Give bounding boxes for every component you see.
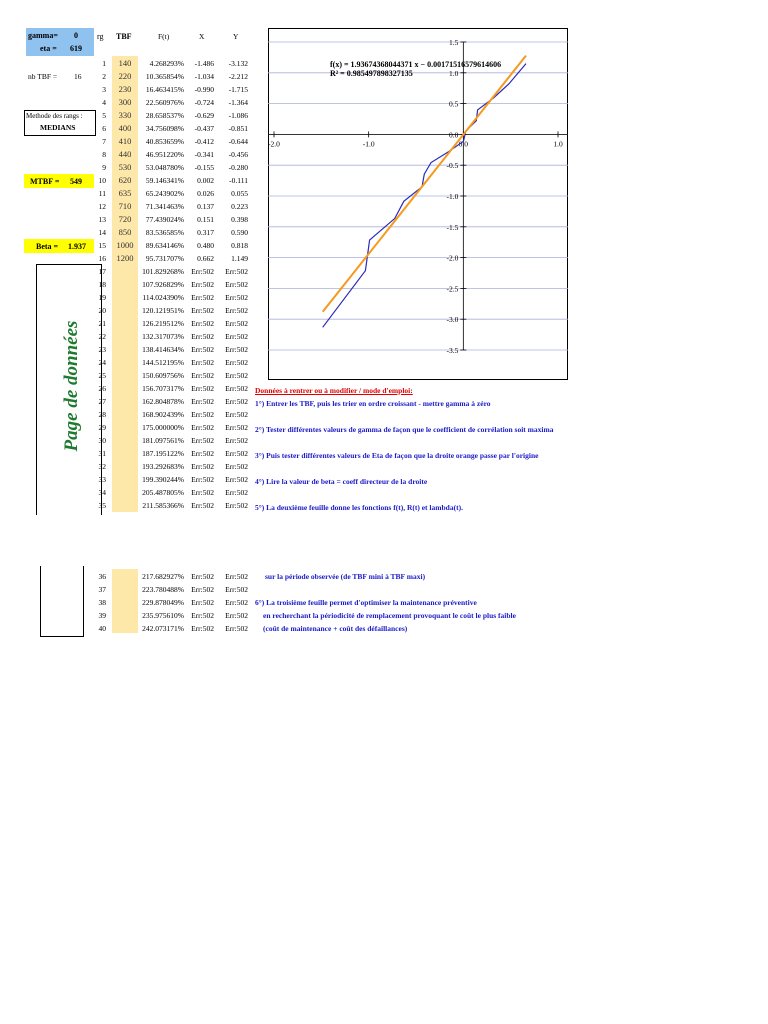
- chart-r2: R² = 0.985497898327135: [330, 69, 413, 78]
- f-cell: 101.829268%: [142, 267, 184, 276]
- header-tbf: TBF: [116, 32, 132, 41]
- x-cell: Err:502: [191, 449, 214, 458]
- tbf-cell[interactable]: 635: [118, 188, 132, 198]
- y-cell: -0.111: [229, 176, 248, 185]
- f-cell: 40.853659%: [145, 137, 184, 146]
- f-cell: 120.121951%: [142, 306, 184, 315]
- x-cell: 0.317: [197, 228, 214, 237]
- y-cell: Err:502: [225, 332, 248, 341]
- y-tick-label: -3.0: [446, 315, 459, 325]
- x-cell: 0.480: [197, 241, 214, 250]
- row-number: 38: [98, 598, 106, 607]
- row-number: 26: [98, 384, 106, 393]
- note-5b: sur la période observée (de TBF mini à TBF maxi): [265, 572, 426, 581]
- f-cell: 28.658537%: [145, 111, 184, 120]
- y-cell: Err:502: [225, 475, 248, 484]
- beta-label: Beta =: [36, 242, 59, 251]
- f-cell: 34.756098%: [145, 124, 184, 133]
- note-3: 3°) Puis tester différentes valeurs de Eta de façon que la droite orange passe par l'origine: [255, 451, 539, 460]
- x-cell: -0.724: [194, 98, 214, 107]
- x-cell: 0.662: [197, 254, 214, 263]
- y-cell: 1.149: [231, 254, 248, 263]
- x-cell: Err:502: [191, 280, 214, 289]
- y-cell: Err:502: [225, 371, 248, 380]
- x-cell: Err:502: [191, 501, 214, 510]
- row-number: 2: [102, 72, 106, 81]
- note-6c: (coût de maintenance + coût des défaillances): [263, 624, 408, 633]
- f-cell: 10.365854%: [145, 72, 184, 81]
- y-tick-label: 1.5: [448, 38, 459, 47]
- side-box-continuation: [40, 566, 84, 637]
- f-cell: 242.073171%: [142, 624, 184, 633]
- tbf-cell[interactable]: 850: [118, 227, 132, 237]
- x-cell: Err:502: [191, 475, 214, 484]
- row-number: 12: [98, 202, 106, 211]
- y-cell: Err:502: [225, 423, 248, 432]
- row-number: 1: [102, 59, 106, 68]
- row-number: 15: [98, 241, 106, 250]
- row-number: 34: [98, 488, 106, 497]
- row-number: 4: [102, 98, 106, 107]
- row-number: 30: [98, 436, 106, 445]
- tbf-cell[interactable]: 410: [118, 136, 132, 146]
- eta-value[interactable]: 619: [70, 44, 82, 53]
- note-5: 5°) La deuxième feuille donne les fonctions f(t), R(t) et lambda(t).: [255, 503, 463, 512]
- f-cell: 114.024390%: [142, 293, 184, 302]
- x-cell: Err:502: [191, 319, 214, 328]
- row-number: 32: [98, 462, 106, 471]
- y-cell: Err:502: [225, 345, 248, 354]
- x-cell: Err:502: [191, 488, 214, 497]
- x-cell: Err:502: [191, 306, 214, 315]
- f-cell: 16.463415%: [145, 85, 184, 94]
- x-cell: 0.151: [197, 215, 214, 224]
- y-tick-label: 1.0: [448, 68, 459, 78]
- f-cell: 71.341463%: [145, 202, 184, 211]
- nb-tbf-label: nb TBF =: [28, 72, 58, 81]
- f-cell: 4.268293%: [149, 59, 184, 68]
- beta-value: 1.937: [68, 242, 86, 251]
- f-cell: 168.902439%: [142, 410, 184, 419]
- y-tick-label: 0.0: [448, 130, 459, 140]
- row-number: 40: [98, 624, 106, 633]
- row-number: 17: [98, 267, 106, 276]
- tbf-cell[interactable]: 720: [118, 214, 132, 224]
- f-cell: 77.439024%: [145, 215, 184, 224]
- mtbf-value: 549: [70, 177, 82, 186]
- f-cell: 217.682927%: [142, 572, 184, 581]
- f-cell: 162.804878%: [142, 397, 184, 406]
- y-cell: Err:502: [225, 488, 248, 497]
- x-tick-label: 1.0: [553, 139, 563, 149]
- x-cell: Err:502: [191, 624, 214, 633]
- f-cell: 223.780488%: [142, 585, 184, 594]
- header-x: X: [199, 32, 205, 41]
- f-cell: 187.195122%: [142, 449, 184, 458]
- f-cell: 193.292683%: [142, 462, 184, 471]
- y-cell: -0.851: [228, 124, 248, 133]
- f-cell: 150.609756%: [142, 371, 184, 380]
- row-number: 6: [102, 124, 106, 133]
- f-cell: 65.243902%: [145, 189, 184, 198]
- y-cell: 0.398: [231, 215, 248, 224]
- mtbf-label: MTBF =: [30, 177, 60, 186]
- y-cell: Err:502: [225, 436, 248, 445]
- f-cell: 107.926829%: [142, 280, 184, 289]
- side-title: Page de données: [61, 320, 82, 452]
- x-cell: Err:502: [191, 358, 214, 367]
- f-cell: 199.390244%: [142, 475, 184, 484]
- row-number: 18: [98, 280, 106, 289]
- x-cell: -1.034: [194, 72, 214, 81]
- row-number: 21: [98, 319, 106, 328]
- row-number: 8: [102, 150, 106, 159]
- row-number: 7: [102, 137, 106, 146]
- tbf-cell[interactable]: 300: [118, 97, 132, 107]
- f-cell: 22.560976%: [145, 98, 184, 107]
- x-cell: -0.990: [194, 85, 214, 94]
- x-cell: 0.137: [197, 202, 214, 211]
- x-tick-label: 0.0: [458, 139, 469, 149]
- y-cell: Err:502: [225, 267, 248, 276]
- x-cell: Err:502: [191, 598, 214, 607]
- x-cell: Err:502: [191, 611, 214, 620]
- method-value: MEDIANS: [40, 123, 76, 132]
- weibull-chart: [268, 28, 568, 380]
- y-cell: Err:502: [225, 449, 248, 458]
- row-number: 31: [98, 449, 106, 458]
- x-cell: Err:502: [191, 293, 214, 302]
- row-number: 24: [98, 358, 106, 367]
- f-cell: 144.512195%: [142, 358, 184, 367]
- y-cell: -1.086: [228, 111, 248, 120]
- y-cell: 0.818: [231, 241, 248, 250]
- x-cell: Err:502: [191, 462, 214, 471]
- y-cell: -0.280: [228, 163, 248, 172]
- tbf-cell[interactable]: 220: [118, 71, 132, 81]
- f-cell: 156.707317%: [142, 384, 184, 393]
- row-number: 19: [98, 293, 106, 302]
- header-f: F(t): [158, 32, 170, 41]
- f-cell: 126.219512%: [142, 319, 184, 328]
- tbf-cell[interactable]: 710: [118, 201, 132, 211]
- header-y: Y: [233, 32, 239, 41]
- row-number: 23: [98, 345, 106, 354]
- x-cell: Err:502: [191, 585, 214, 594]
- x-cell: 0.026: [197, 189, 214, 198]
- y-cell: -0.644: [228, 137, 248, 146]
- x-cell: Err:502: [191, 436, 214, 445]
- method-label: Methode des rangs :: [26, 112, 83, 120]
- x-cell: 0.002: [197, 176, 214, 185]
- x-tick-label: -2.0: [268, 139, 280, 149]
- y-cell: -0.456: [228, 150, 248, 159]
- y-cell: Err:502: [225, 611, 248, 620]
- y-cell: 0.223: [231, 202, 248, 211]
- tbf-cell[interactable]: 1200: [116, 253, 134, 263]
- tbf-cell[interactable]: 140: [118, 58, 132, 68]
- row-number: 27: [98, 397, 106, 406]
- y-tick-label: -3.5: [446, 346, 459, 355]
- f-cell: 46.951220%: [145, 150, 184, 159]
- x-cell: -0.341: [194, 150, 214, 159]
- y-cell: Err:502: [225, 462, 248, 471]
- row-number: 14: [98, 228, 106, 237]
- tbf-cell[interactable]: 330: [118, 110, 132, 120]
- y-tick-label: -2.5: [446, 284, 459, 294]
- y-cell: 0.590: [231, 228, 248, 237]
- notes-title: Données à rentrer ou à modifier / mode d'emploi:: [255, 386, 413, 395]
- gamma-value[interactable]: 0: [74, 31, 78, 40]
- row-number: 25: [98, 371, 106, 380]
- y-tick-label: 0.5: [448, 99, 459, 109]
- y-cell: Err:502: [225, 501, 248, 510]
- f-cell: 132.317073%: [142, 332, 184, 341]
- tbf-cell[interactable]: 400: [118, 123, 132, 133]
- y-cell: Err:502: [225, 397, 248, 406]
- f-cell: 235.975610%: [142, 611, 184, 620]
- note-6b: en recherchant la périodicité de remplacement provoquant le coût le plus faible: [263, 611, 516, 620]
- f-cell: 181.097561%: [142, 436, 184, 445]
- y-cell: Err:502: [225, 572, 248, 581]
- f-cell: 211.585366%: [142, 501, 184, 510]
- row-number: 16: [98, 254, 106, 263]
- x-cell: Err:502: [191, 410, 214, 419]
- y-tick-label: -2.0: [446, 253, 459, 263]
- y-cell: Err:502: [225, 410, 248, 419]
- f-cell: 53.048780%: [145, 163, 184, 172]
- tbf-cell[interactable]: 230: [118, 84, 132, 94]
- row-number: 5: [102, 111, 106, 120]
- gamma-label: gamma=: [28, 31, 58, 40]
- y-cell: -2.212: [228, 72, 248, 81]
- y-cell: Err:502: [225, 624, 248, 633]
- row-number: 36: [98, 572, 106, 581]
- x-cell: Err:502: [191, 384, 214, 393]
- note-6: 6°) La troisième feuille permet d'optimiser la maintenance préventive: [255, 598, 477, 607]
- row-number: 29: [98, 423, 106, 432]
- nb-tbf-value: 16: [74, 72, 82, 81]
- row-number: 22: [98, 332, 106, 341]
- y-cell: Err:502: [225, 358, 248, 367]
- x-tick-label: -1.0: [362, 139, 375, 149]
- tbf-cell[interactable]: 1000: [116, 240, 134, 250]
- f-cell: 59.146341%: [145, 176, 184, 185]
- note-1: 1°) Entrer les TBF, puis les trier en ordre croissant - mettre gamma à zéro: [255, 399, 491, 408]
- row-number: 33: [98, 475, 106, 484]
- f-cell: 138.414634%: [142, 345, 184, 354]
- y-cell: -3.132: [228, 59, 248, 68]
- x-cell: -1.486: [194, 59, 214, 68]
- row-number: 39: [98, 611, 106, 620]
- x-cell: Err:502: [191, 371, 214, 380]
- y-tick-label: -1.5: [446, 222, 459, 232]
- row-number: 37: [98, 585, 106, 594]
- y-tick-label: -1.0: [446, 192, 459, 201]
- x-cell: -0.412: [194, 137, 214, 146]
- row-number: 3: [102, 85, 106, 94]
- chart-equation: f(x) = 1.93674368044371 x − 0.00171516579614606: [330, 60, 502, 69]
- row-number: 10: [98, 176, 106, 185]
- x-cell: -0.629: [194, 111, 214, 120]
- x-cell: -0.437: [194, 124, 214, 133]
- x-cell: -0.155: [194, 163, 214, 172]
- y-cell: 0.055: [231, 189, 248, 198]
- f-cell: 83.536585%: [145, 228, 184, 237]
- tbf-cell[interactable]: 620: [118, 175, 132, 185]
- side-title-box: [36, 264, 102, 515]
- f-cell: 89.634146%: [145, 241, 184, 250]
- row-number: 35: [98, 501, 106, 510]
- x-cell: Err:502: [191, 572, 214, 581]
- y-cell: Err:502: [225, 384, 248, 393]
- y-cell: Err:502: [225, 585, 248, 594]
- tbf-cell[interactable]: 440: [118, 149, 132, 159]
- y-cell: Err:502: [225, 306, 248, 315]
- eta-label: eta =: [40, 44, 57, 53]
- row-number: 28: [98, 410, 106, 419]
- x-cell: Err:502: [191, 345, 214, 354]
- tbf-column-bg-2: [112, 569, 138, 633]
- y-tick-label: -0.5: [446, 161, 459, 171]
- row-number: 13: [98, 215, 106, 224]
- x-cell: Err:502: [191, 423, 214, 432]
- row-number: 20: [98, 306, 106, 315]
- y-cell: -1.715: [228, 85, 248, 94]
- y-cell: -1.364: [228, 98, 248, 107]
- x-cell: Err:502: [191, 332, 214, 341]
- f-cell: 95.731707%: [145, 254, 184, 263]
- row-number: 11: [98, 189, 106, 198]
- y-cell: Err:502: [225, 293, 248, 302]
- header-rg: rg: [97, 32, 104, 41]
- y-cell: Err:502: [225, 319, 248, 328]
- note-2: 2°) Tester différentes valeurs de gamma de façon que le coefficient de corrélation soit maxima: [255, 425, 554, 434]
- y-cell: Err:502: [225, 598, 248, 607]
- y-cell: Err:502: [225, 280, 248, 289]
- tbf-cell[interactable]: 530: [118, 162, 132, 172]
- f-cell: 175.000000%: [142, 423, 184, 432]
- f-cell: 205.487805%: [142, 488, 184, 497]
- note-4: 4°) Lire la valeur de beta = coeff directeur de la droite: [255, 477, 428, 486]
- f-cell: 229.878049%: [142, 598, 184, 607]
- row-number: 9: [102, 163, 106, 172]
- x-cell: Err:502: [191, 267, 214, 276]
- x-cell: Err:502: [191, 397, 214, 406]
